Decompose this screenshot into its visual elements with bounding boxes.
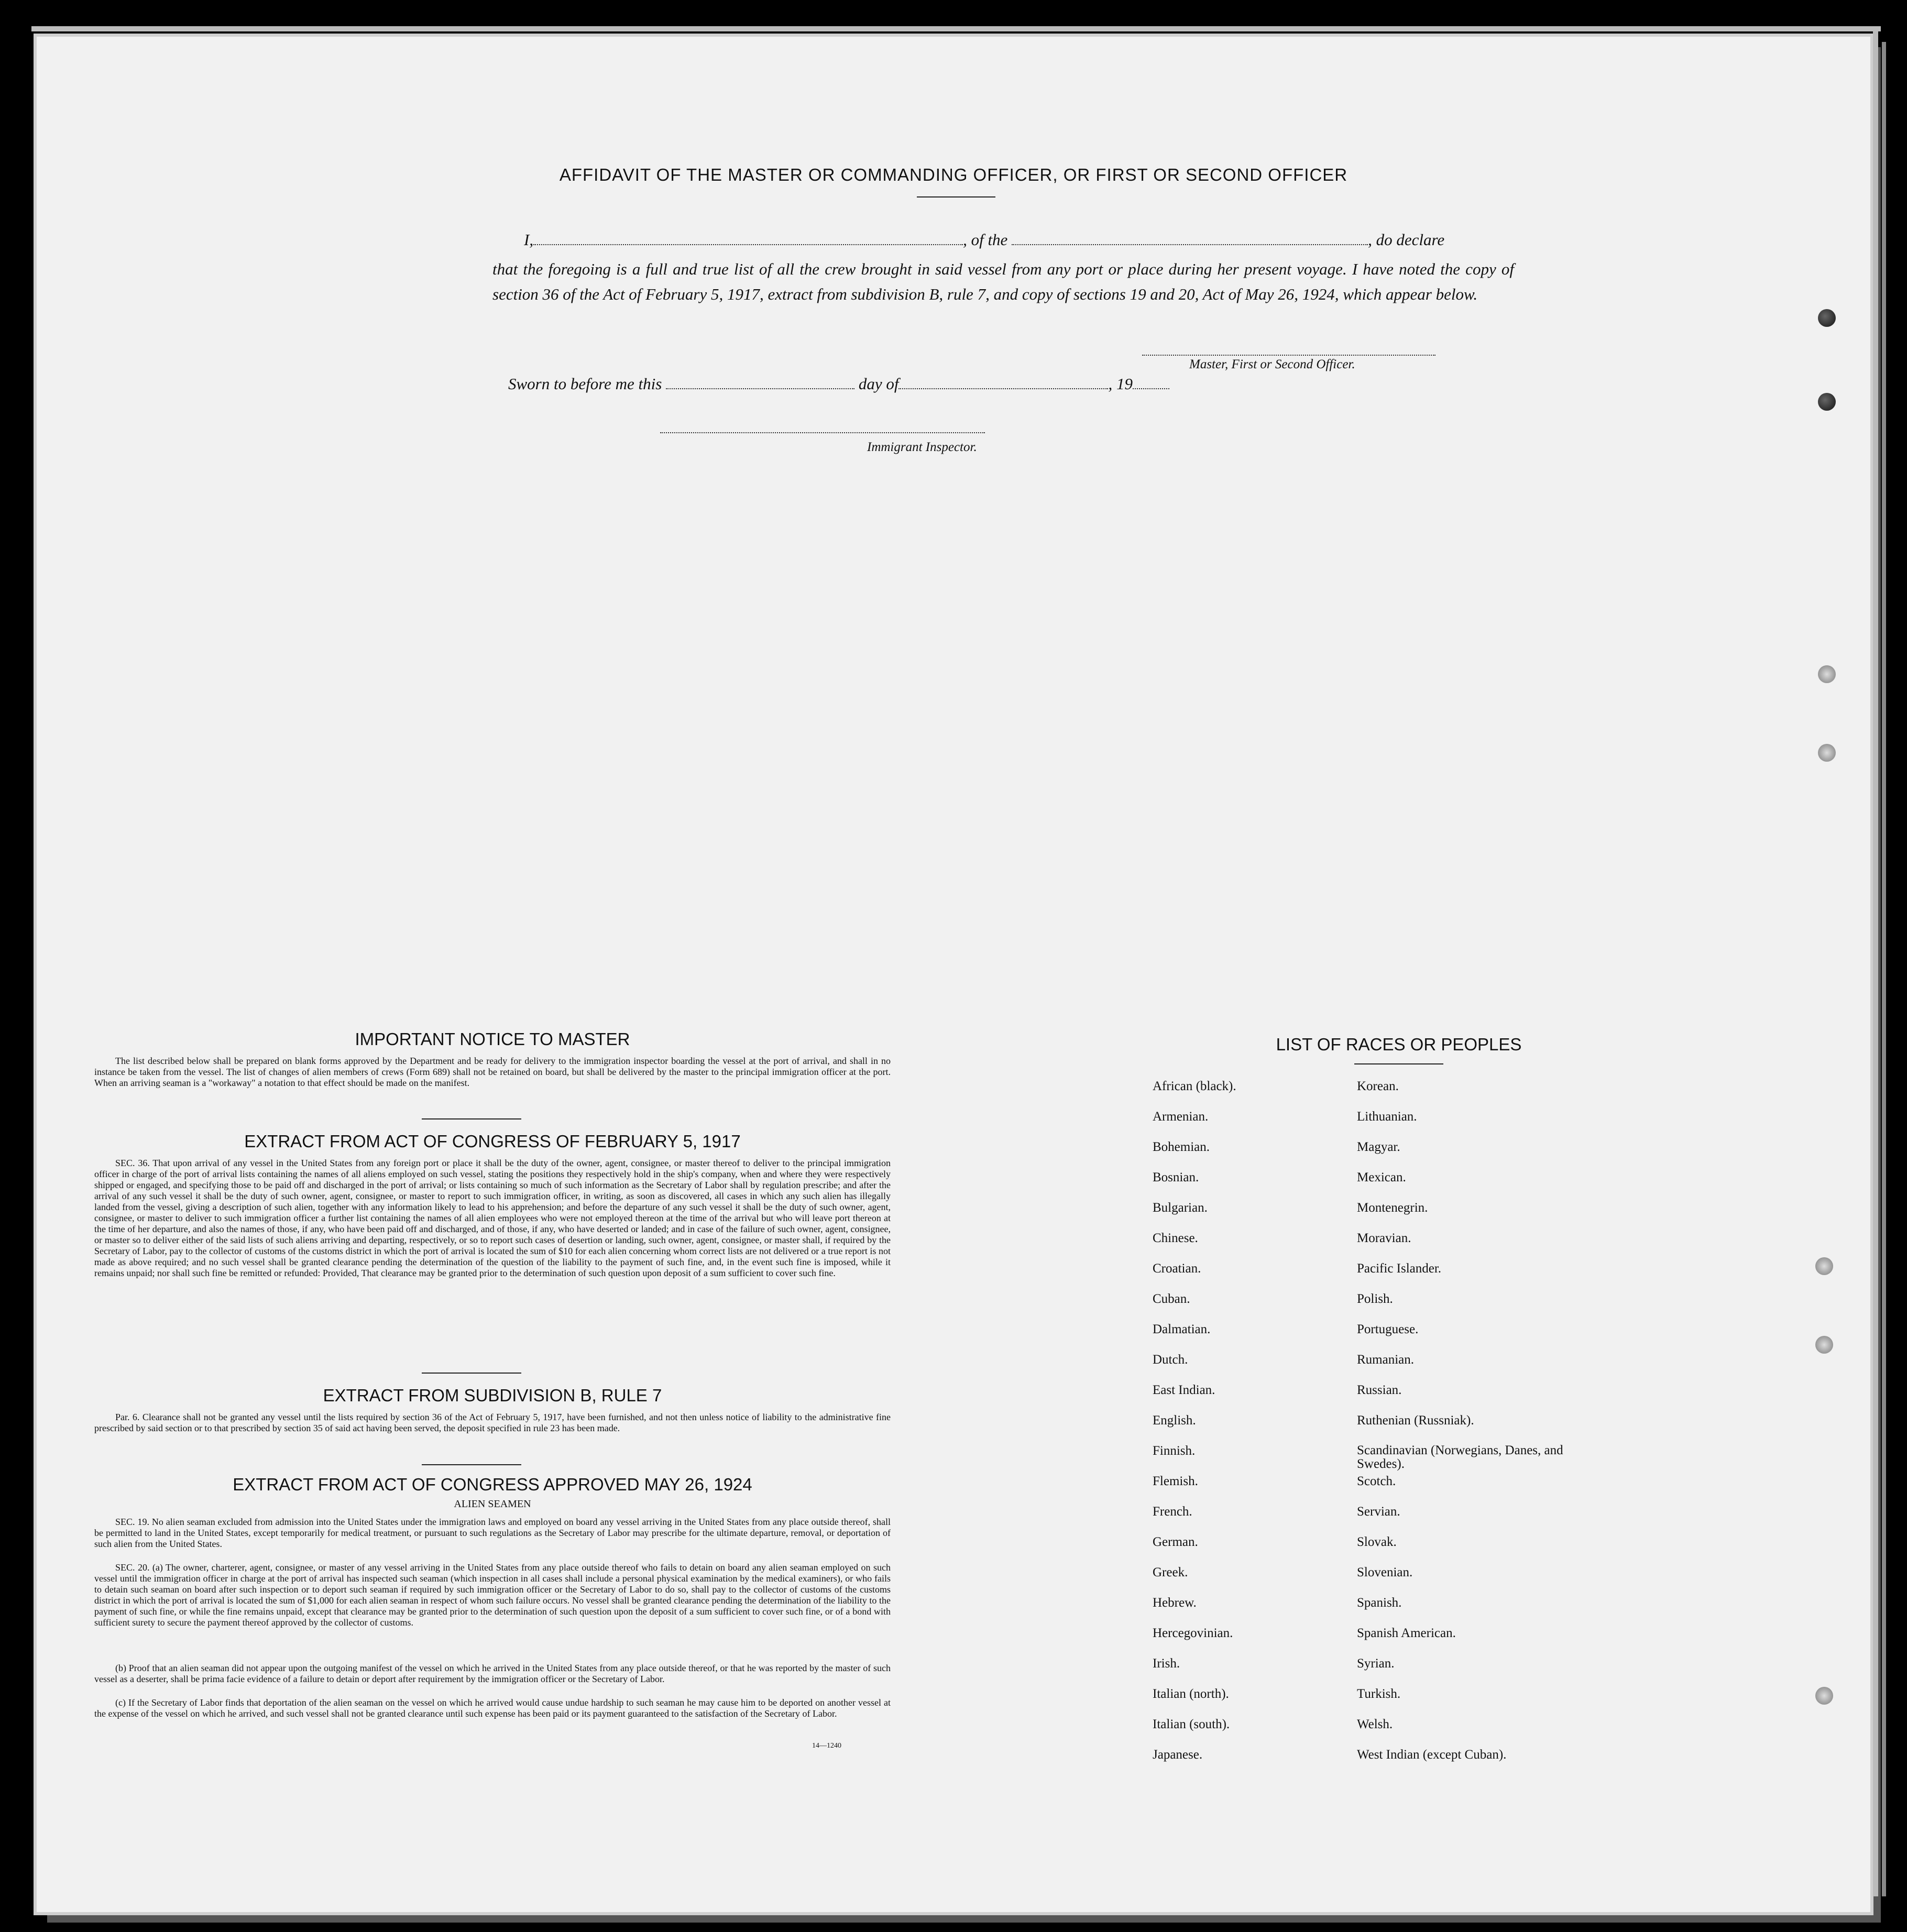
race-item: Welsh. <box>1357 1717 1393 1731</box>
inspector-signature-line[interactable] <box>660 432 985 433</box>
extract-1917-text: SEC. 36. That upon arrival of any vessel in the United States from any foreign port or place it shall be the duty of the owner, agent, consignee, or master thereof to deliver to the principal immigration officer in charge of the port of arrival lists containing the names of all aliens employed on such vessel, stating the positions they respectively hold in the ship's company, when and where they were respectively shipped or engaged, and specifying those to be paid off and discharged in the port of arrival; or lists containing so much of such information as the Secretary of Labor shall by regulation prescribe; and after the arrival of any such vessel it shall be the duty of such owner, agent, consignee, or master to report to such immigration officer, in writing, as soon as discovered, all cases in which any such alien has illegally landed from the vessel, giving a description of such alien, together with any information likely to lead to his apprehension; and before the departure of any such vessel it shall be the duty of such owner, agent, consignee, or master to deliver to such immigration officer a further list containing the names of all alien employees who were not employed thereon at the time of the arrival but who will leave port thereon at the time of her departure, and also the names of those, if any, who have been paid off and discharged, and of those, if any, who have deserted or landed; and in case of the failure of such owner, agent, consignee, or master so to deliver either of the said lists of such aliens arriving and departing, respectively, or so to report such cases of desertion or landing, such owner, agent, consignee, or master shall, if required by the Secretary of Labor, pay to the collector of customs of the customs district in which the port of arrival is located the sum of $10 for each alien concerning whom correct lists are not delivered or a true report is not made as above required; and no such vessel shall be granted clearance pending the determination of the question of the liability to the payment of such fine, and, in the event such fine is imposed, while it remains unpaid; nor shall such fine be remitted or refunded: Provided, That clearance may be granted prior to the determination of such question upon deposit of a sum sufficient to cover such fine. <box>94 1158 891 1278</box>
affidavit-title: AFFIDAVIT OF THE MASTER OR COMMANDING OFFICER, OR FIRST OR SECOND OFFICER <box>559 165 1348 184</box>
race-item: Ruthenian (Russniak). <box>1357 1413 1474 1428</box>
race-item: Italian (south). <box>1153 1717 1230 1731</box>
race-item: Cuban. <box>1153 1292 1190 1306</box>
race-item: Lithuanian. <box>1357 1110 1417 1124</box>
extract-rule7-text: Par. 6. Clearance shall not be granted any vessel until the lists required by section 36 of the Act of February 5, 1917, have been furnished, and not then unless notice of liability to the administrative fine prescribed by said section or to that prescribed by section 35 of said act having been served, the deposit specified in rule 23 has been made. <box>94 1412 891 1433</box>
race-item: East Indian. <box>1153 1383 1215 1397</box>
race-item: French. <box>1153 1505 1192 1519</box>
master-name-field[interactable] <box>533 232 963 245</box>
sworn-day-label: day of <box>858 375 899 393</box>
race-item: Scotch. <box>1357 1474 1396 1488</box>
race-item: Moravian. <box>1357 1231 1411 1245</box>
race-item: Servian. <box>1357 1505 1400 1519</box>
affidavit-declaration-line <box>492 230 1514 249</box>
race-item: Hebrew. <box>1153 1596 1197 1610</box>
extract-1917-title: EXTRACT FROM ACT OF CONGRESS OF FEBRUARY 5, 1917 <box>244 1132 741 1151</box>
divider <box>422 1118 521 1119</box>
race-item: German. <box>1153 1535 1198 1549</box>
extract-1924-sec19: SEC. 19. No alien seaman excluded from admission into the United States under the immigration laws and employed on board any vessel arriving in the United States from any place outside thereof, shall be permitted to land in the United States, except temporarily for medical treatment, or pursuant to such regulations as the Secretary of Labor may prescribe for the ultimate departure, removal, or deportation of such alien from the United States. <box>94 1517 891 1549</box>
punch-hole <box>1818 744 1836 762</box>
sworn-year-label: , 19 <box>1108 375 1133 393</box>
race-item: Syrian. <box>1357 1656 1395 1671</box>
sworn-line <box>508 375 1169 393</box>
divider <box>1354 1063 1443 1064</box>
punch-hole <box>1818 309 1836 327</box>
race-item: Pacific Islander. <box>1357 1261 1442 1276</box>
sworn-month-field[interactable] <box>898 376 1108 389</box>
extract-1924-sec20b: (b) Proof that an alien seaman did not appear upon the outgoing manifest of the vessel on which he arrived in the United States from any place outside thereof, or that he was reported by the master of such vessel as a deserter, shall be prima facie evidence of a failure to detain or deport after requirement by the immigration officer or the Secretary of Labor. <box>94 1663 891 1684</box>
race-item: Korean. <box>1357 1079 1399 1093</box>
race-item: Croatian. <box>1153 1261 1201 1276</box>
inspector-label: Immigrant Inspector. <box>867 440 977 454</box>
signature-label: Master, First or Second Officer. <box>1189 357 1355 371</box>
affidavit-body: that the foregoing is a full and true list of all the crew brought in said vessel from any port or place during her present voyage. I have noted the copy of section 36 of the Act of February 5, 1917, extract from subdivision B, rule 7, and copy of sections 19 and 20, Act of May 26, 1924, which appear below. <box>492 260 1514 303</box>
race-item: Portuguese. <box>1357 1322 1419 1336</box>
race-item: Flemish. <box>1153 1474 1198 1488</box>
race-item: Magyar. <box>1357 1140 1400 1154</box>
punch-hole <box>1815 1687 1833 1705</box>
race-item: Dutch. <box>1153 1353 1188 1367</box>
race-item: Turkish. <box>1357 1687 1401 1701</box>
signature-line[interactable] <box>1142 355 1435 356</box>
race-item: English. <box>1153 1413 1196 1428</box>
form-number: 14—1240 <box>812 1742 841 1750</box>
punch-hole <box>1815 1257 1833 1275</box>
punch-hole <box>1818 665 1836 683</box>
race-item: West Indian (except Cuban). <box>1357 1748 1507 1762</box>
affidavit-of-label: , of the <box>963 230 1008 249</box>
punch-hole <box>1818 393 1836 411</box>
race-item: Japanese. <box>1153 1748 1203 1762</box>
affidavit-declare-label: , do declare <box>1368 230 1445 249</box>
notice-title: IMPORTANT NOTICE TO MASTER <box>355 1029 630 1049</box>
race-item: Polish. <box>1357 1292 1393 1306</box>
extract-1924-sec20a: SEC. 20. (a) The owner, charterer, agent, consignee, or master of any vessel arriving in the United States from any place outside thereof who fails to detain on board any alien seaman employed on such vessel until the immigration officer in charge at the port of arrival has inspected such seaman (which inspection in all cases shall include a personal physical examination by the medical examiners), or who fails to detain such seaman on board after such inspection or to deport such seaman if required by such immigration officer or the Secretary of Labor to do so, shall pay to the collector of customs of the customs district in which the port of arrival is located the sum of $1,000 for each alien seaman in respect of whom such failure occurs. No vessel shall be granted clearance pending the determination of the liability to the payment of such fine, or while the fine remains unpaid, except that clearance may be granted prior to the determination of such question upon the deposit of a sum sufficient to cover such fine, or of a bond with sufficient surety to secure the payment thereof approved by the collector of customs. <box>94 1562 891 1628</box>
race-item: Bosnian. <box>1153 1170 1199 1184</box>
sworn-year-field[interactable] <box>1133 376 1169 389</box>
race-item: Scandinavian (Norwegians, Danes, and Swedes). <box>1357 1443 1563 1471</box>
race-item: Spanish American. <box>1357 1626 1456 1640</box>
race-item: Spanish. <box>1357 1596 1402 1610</box>
extract-rule7-title: EXTRACT FROM SUBDIVISION B, RULE 7 <box>323 1386 662 1405</box>
races-left-column <box>1153 1079 1352 1778</box>
races-title: LIST OF RACES OR PEOPLES <box>1276 1035 1522 1054</box>
vessel-name-field[interactable] <box>1012 232 1368 245</box>
divider <box>422 1464 521 1465</box>
document-page <box>37 37 1870 1912</box>
race-item: Bohemian. <box>1153 1140 1210 1154</box>
race-item: Irish. <box>1153 1656 1180 1671</box>
race-item: Greek. <box>1153 1565 1188 1579</box>
race-item: Chinese. <box>1153 1231 1198 1245</box>
race-item: Italian (north). <box>1153 1687 1229 1701</box>
extract-1924-subtitle: ALIEN SEAMEN <box>454 1498 531 1510</box>
race-item: Hercegovinian. <box>1153 1626 1233 1640</box>
divider <box>422 1373 521 1374</box>
race-item: Armenian. <box>1153 1110 1209 1124</box>
race-item: Finnish. <box>1153 1444 1196 1458</box>
notice-text: The list described below shall be prepared on blank forms approved by the Department and be ready for delivery to the immigration inspector boarding the vessel at the port of arrival, and shall in no instance be taken from the vessel. The list of changes of alien members of crews (Form 689) shall not be retained on board, but shall be delivered by the master to the principal immigration officer at the port. When an arriving seaman is a "workaway" a notation to that effect should be made on the manifest. <box>94 1056 891 1088</box>
race-item: Russian. <box>1357 1383 1402 1397</box>
race-item: Bulgarian. <box>1153 1201 1208 1215</box>
race-item: Slovak. <box>1357 1535 1397 1549</box>
race-item: Mexican. <box>1357 1170 1406 1184</box>
divider <box>917 196 995 197</box>
race-item: African (black). <box>1153 1079 1236 1093</box>
race-item: Dalmatian. <box>1153 1322 1211 1336</box>
races-right-column <box>1357 1079 1577 1778</box>
extract-1924-sec20c: (c) If the Secretary of Labor finds that deportation of the alien seaman on the vessel on which he arrived would cause undue hardship to such seaman he may cause him to be deported on another vessel at the expense of the vessel on which he arrived, and such vessel shall not be granted clearance until such expense has been paid or its payment guaranteed to the satisfaction of the Secretary of Labor. <box>94 1697 891 1719</box>
punch-hole <box>1815 1336 1833 1354</box>
race-item: Montenegrin. <box>1357 1201 1428 1215</box>
race-item: Slovenian. <box>1357 1565 1413 1579</box>
race-item: Rumanian. <box>1357 1353 1415 1367</box>
sworn-prefix: Sworn to before me this <box>508 375 662 393</box>
affidavit-i-label: I, <box>524 230 534 249</box>
sworn-date-field[interactable] <box>666 376 854 389</box>
extract-1924-title: EXTRACT FROM ACT OF CONGRESS APPROVED MAY 26, 1924 <box>233 1475 752 1494</box>
